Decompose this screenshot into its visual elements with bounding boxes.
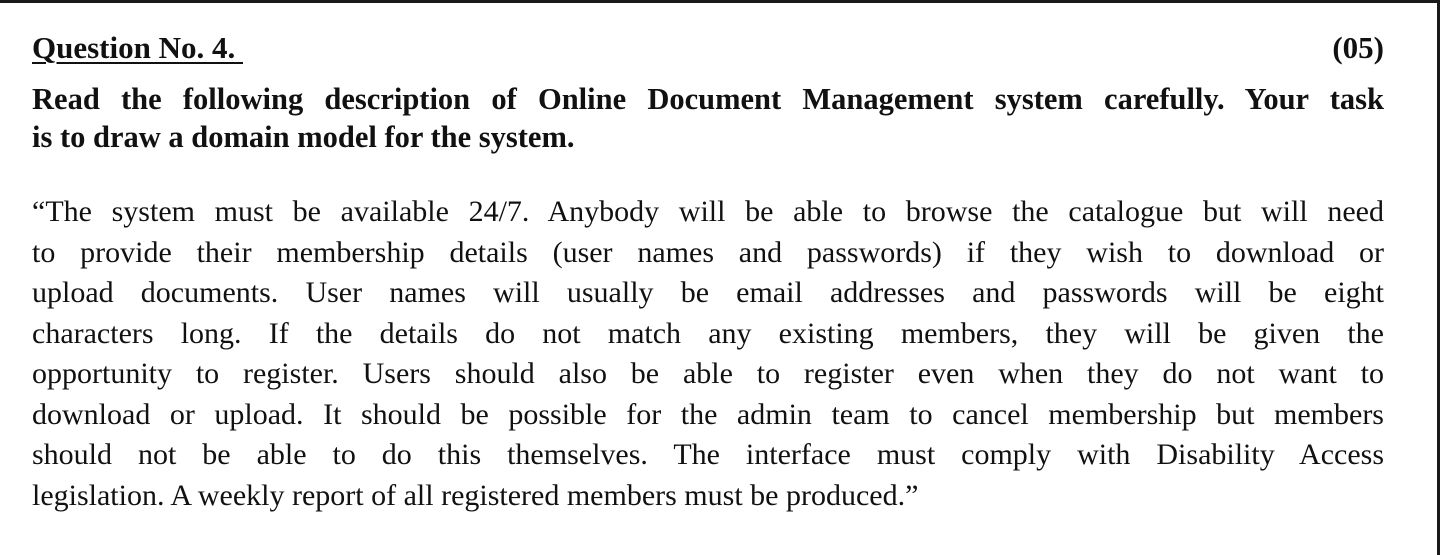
- description-line: to provide their membership details (user names and passwords) if they wish to download or: [32, 235, 1384, 269]
- top-border-rule: [0, 0, 1440, 3]
- instruction-line: Read the following description of Online Document Management system carefully. Your task: [32, 82, 1384, 116]
- description-line: should not be able to do this themselves. The interface must comply with Disability Access: [32, 438, 1384, 471]
- system-description: [32, 192, 1384, 516]
- description-line: characters long. If the details do not match any existing members, they will be given the: [32, 316, 1384, 350]
- description-line: download or upload. It should be possible for the admin team to cancel membership but members: [32, 397, 1384, 431]
- question-document: [32, 28, 1384, 516]
- description-line: opportunity to register. Users should also be able to register even when they do not want to: [32, 357, 1384, 390]
- instruction-line: is to draw a domain model for the system.: [32, 120, 575, 154]
- description-line: upload documents. User names will usually be email addresses and passwords will be eight: [32, 276, 1384, 309]
- question-header: [32, 28, 1384, 68]
- description-line: legislation. A weekly report of all registered members must be produced.”: [32, 478, 919, 512]
- description-line: “The system must be available 24/7. Anybody will be able to browse the catalogue but will need: [32, 195, 1384, 228]
- question-instruction: [32, 80, 1384, 156]
- question-marks: (05): [1332, 30, 1384, 65]
- question-title: Question No. 4.: [32, 30, 243, 65]
